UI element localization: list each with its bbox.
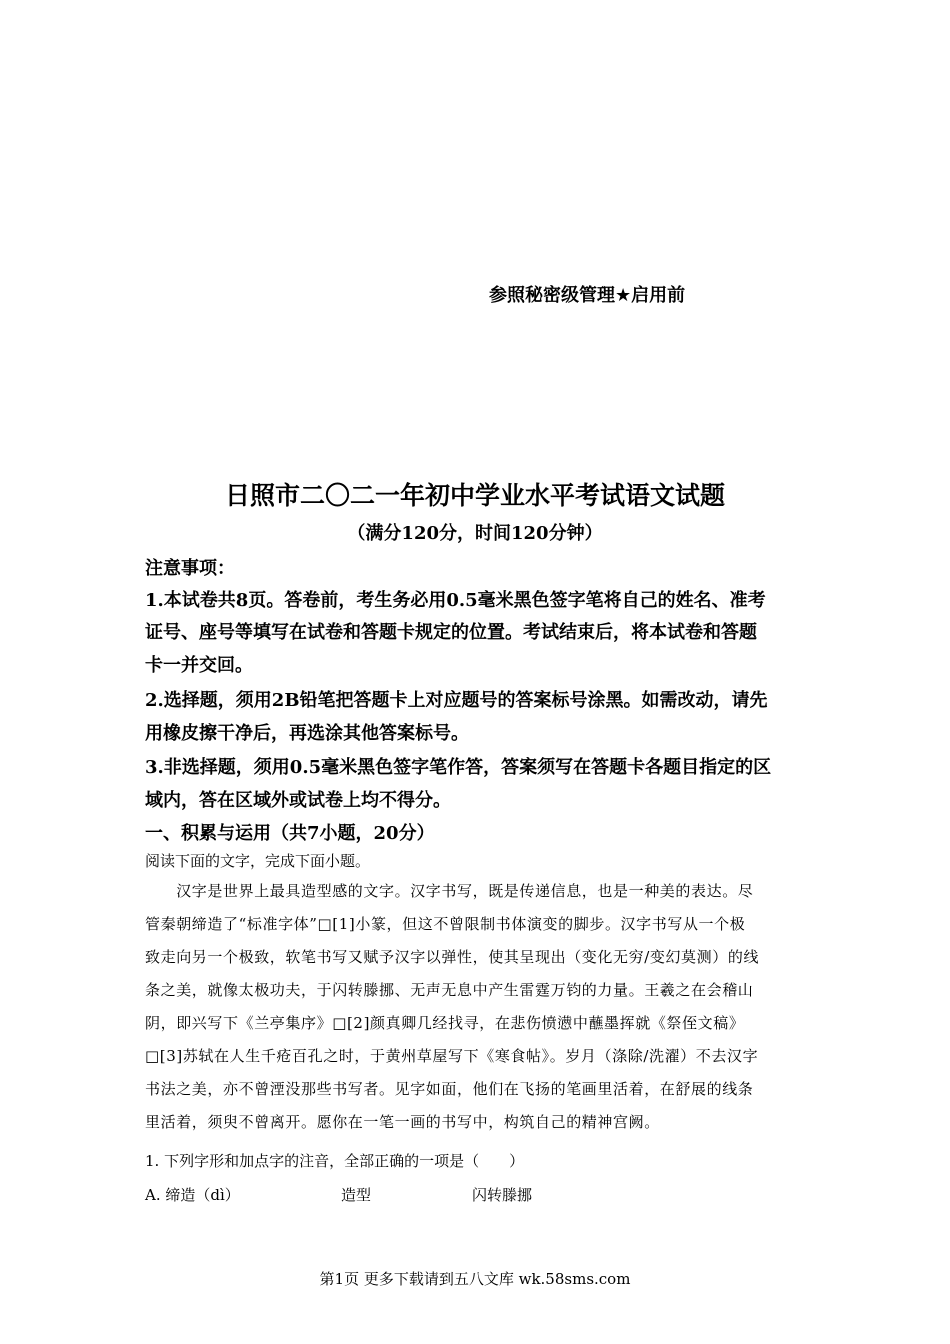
notice-line: 证号、座号等填写在试卷和答题卡规定的位置。考试结束后，将本试卷和答题 [145,622,757,643]
passage-line: □[3]苏轼在人生千疮百孔之时，于黄州草屋写下《寒食帖》。岁月（涤除/洗濯）不去汉字 [145,1047,759,1065]
notice-line: 2.选择题，须用2B铅笔把答题卡上对应题号的答案标号涂黑。如需改动，请先 [145,690,768,711]
passage-line: 书法之美，亦不曾湮没那些书写者。见字如面，他们在飞扬的笔画里活着，在舒展的线条 [145,1080,754,1098]
exam-subtitle: （满分120分，时间120分钟） [347,523,603,544]
passage-line: 阴，即兴写下《兰亭集序》□[2]颜真卿几经找寻，在悲伤愤懑中蘸墨挥就《祭侄文稿》 [145,1014,745,1032]
passage-line: 里活着，须臾不曾离开。愿你在一笔一画的书写中，构筑自己的精神宫阙。 [145,1113,660,1131]
option-a-word: 造型 [341,1186,372,1204]
notice-line: 用橡皮擦干净后，再选涂其他答案标号。 [145,723,469,744]
page-footer: 第1页 更多下载请到五八文库 wk.58sms.com [319,1270,631,1288]
question-1-stem: 1. 下列字形和加点字的注音，全部正确的一项是（ ） [145,1152,525,1170]
option-a-word: 闪转滕挪 [472,1186,533,1204]
notice-line: 1.本试卷共8页。答卷前，考生务必用0.5毫米黑色签字笔将自己的姓名、准考 [145,590,766,611]
notice-line: 3.非选择题，须用0.5毫米黑色签字笔作答，答案须写在答题卡各题目指定的区 [145,757,772,778]
section-intro: 阅读下面的文字，完成下面小题。 [145,852,371,870]
passage-line: 致走向另一个极致，软笔书写又赋予汉字以弹性，使其呈现出（变化无穷/变幻莫测）的线 [145,948,760,966]
passage-line: 条之美，就像太极功夫，于闪转滕挪、无声无息中产生雷霆万钧的力量。王羲之在会稽山 [145,981,754,999]
exam-title: 日照市二〇二一年初中学业水平考试语文试题 [224,481,725,510]
passage-line: 管秦朝缔造了“标准字体”□[1]小篆，但这不曾限制书体演变的脚步。汉字书写从一个极 [145,915,746,933]
notice-heading: 注意事项： [145,558,235,579]
secret-level-label: 参照秘密级管理★启用前 [489,285,686,306]
passage-line: 汉字是世界上最具造型感的文字。汉字书写，既是传递信息，也是一种美的表达。尽 [145,882,754,900]
notice-line: 卡一并交回。 [145,655,253,676]
section-heading: 一、积累与运用（共7小题，20分） [145,823,435,844]
notice-line: 域内，答在区域外或试卷上均不得分。 [145,790,451,811]
option-a-label: A. 缔造（dì） [145,1186,240,1204]
